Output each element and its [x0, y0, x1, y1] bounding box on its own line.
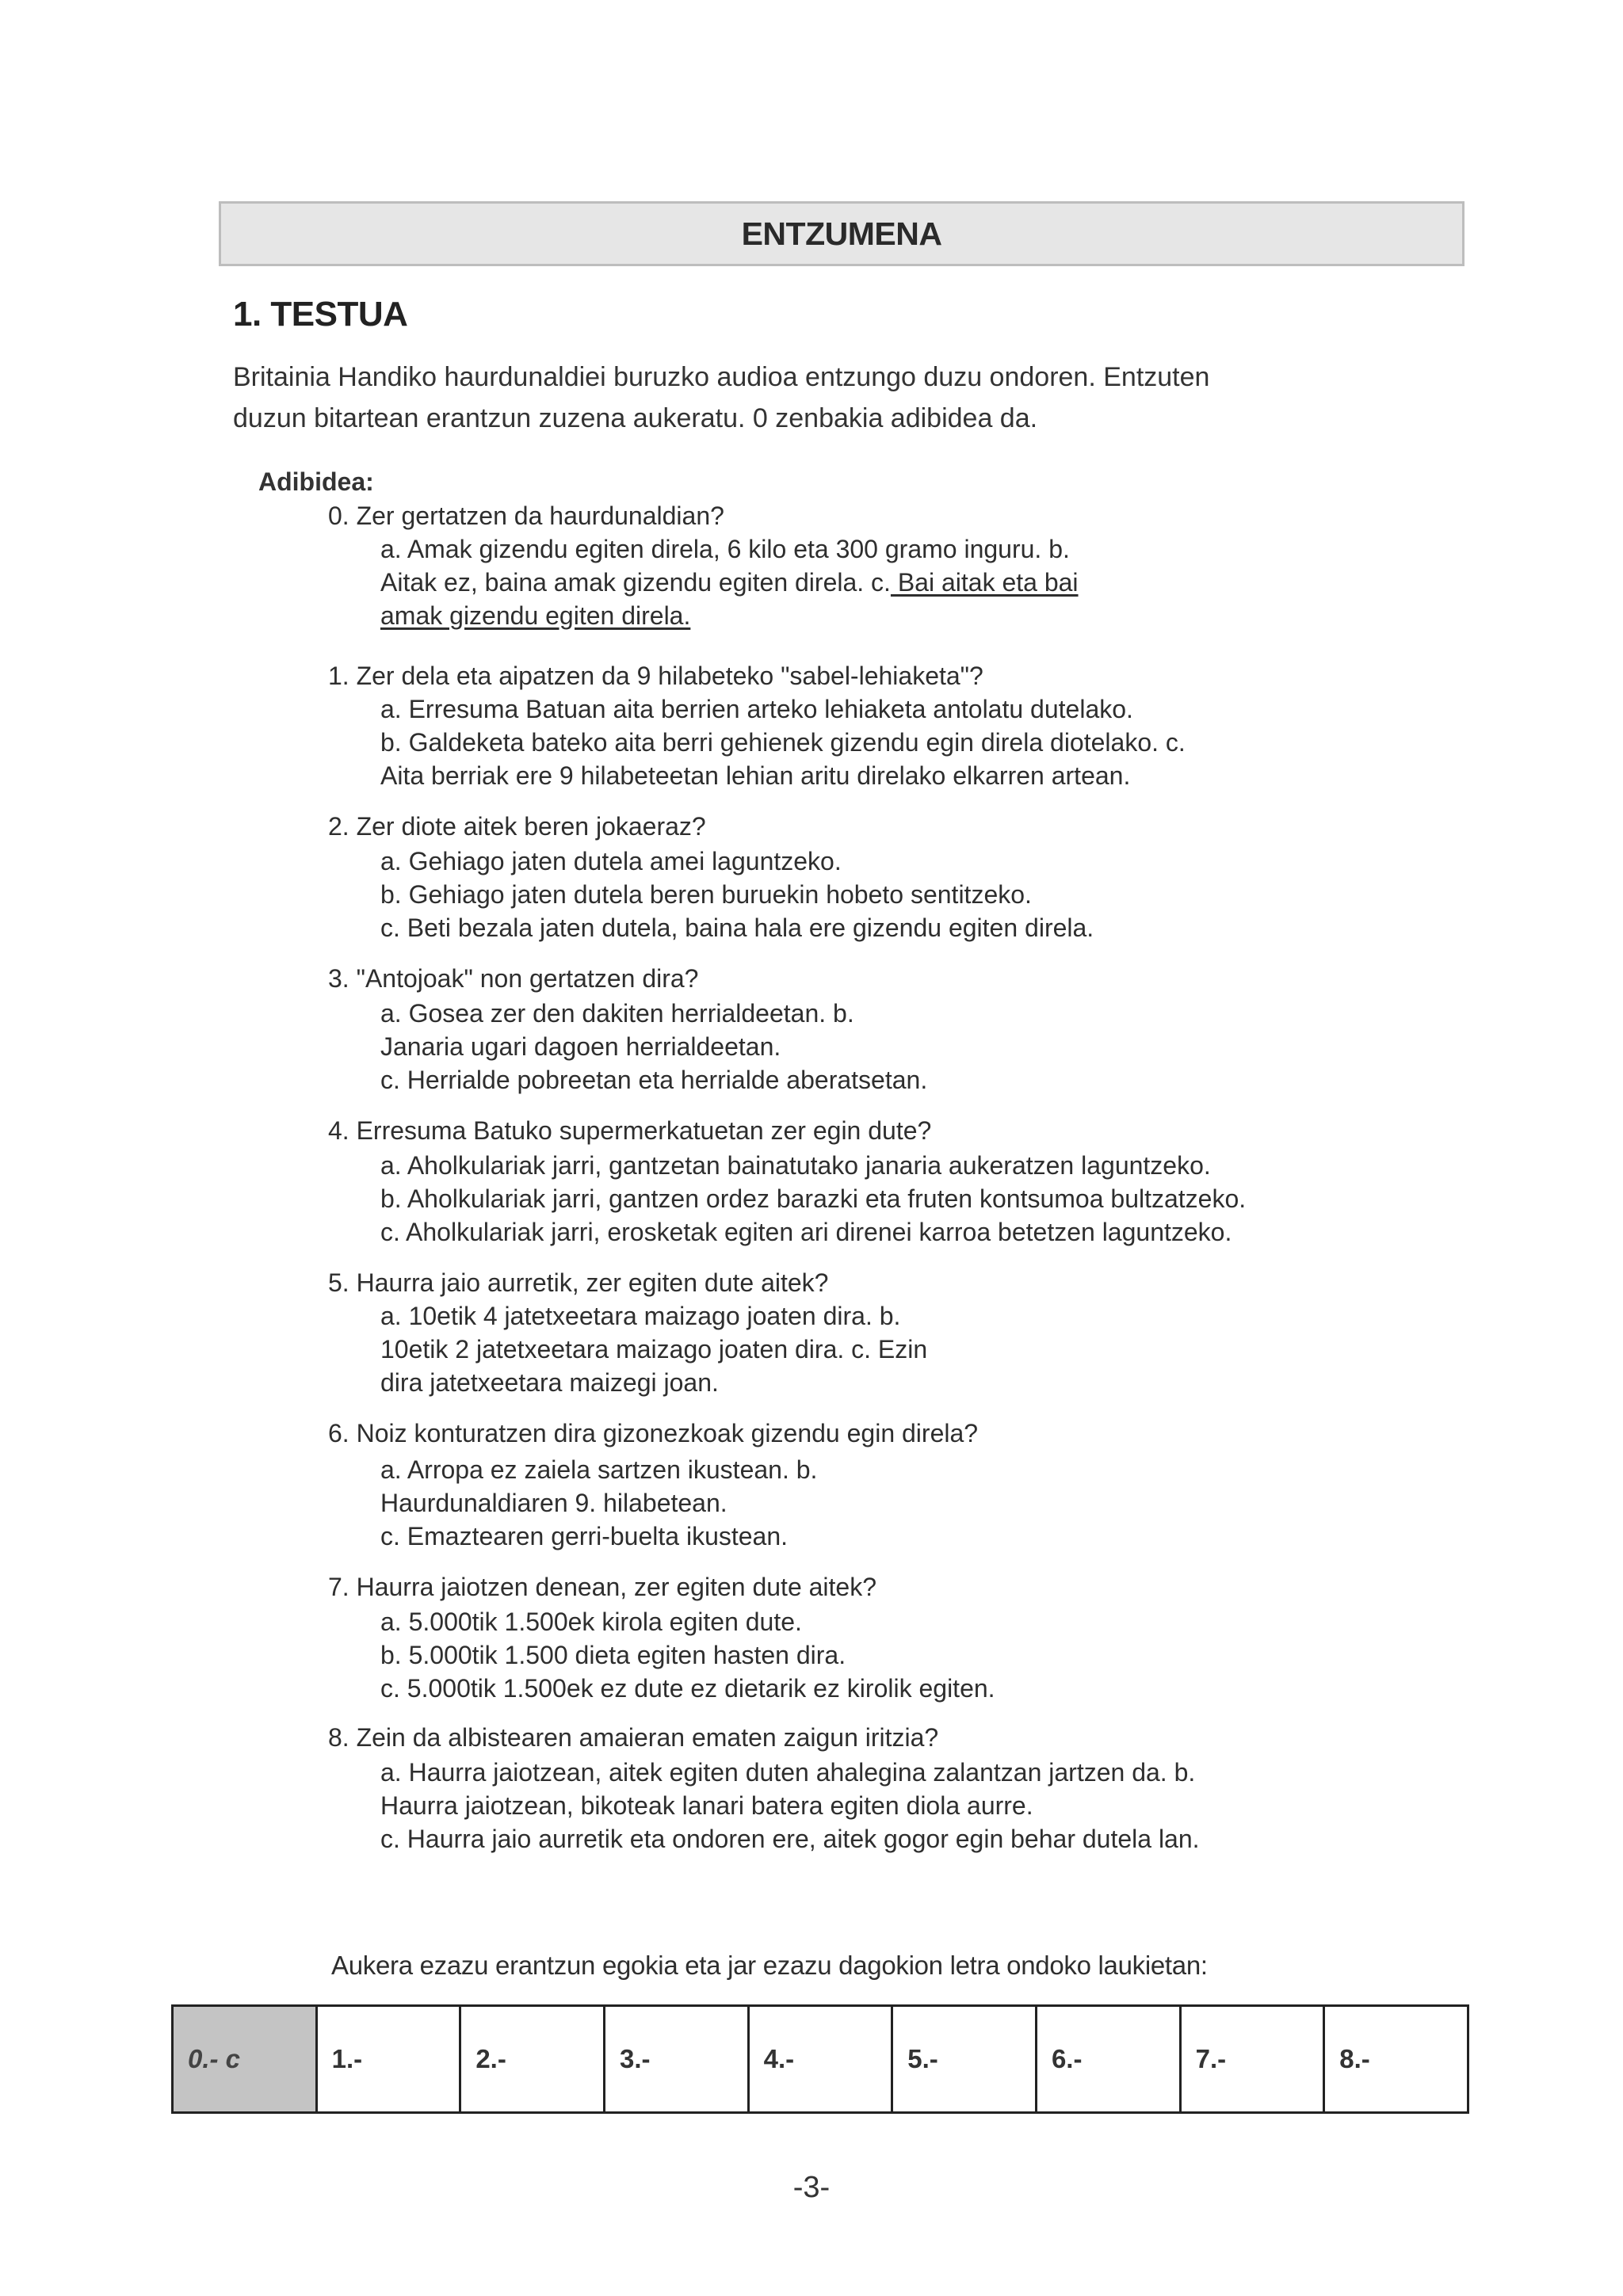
question-5-option-b: 10etik 2 jatetxeetara maizago joaten dira. c. Ezin: [380, 1335, 928, 1363]
question-4-option-b: b. Aholkulariak jarri, gantzen ordez barazki eta fruten kontsumoa bultzatzeko.: [380, 1184, 1247, 1213]
question-1-option-c: Aita berriak ere 9 hilabeteetan lehian aritu direlako elkarren artean.: [380, 761, 1131, 790]
answer-cell-1[interactable]: 1.-: [316, 2006, 460, 2113]
example-option-line-1: a. Amak gizendu egiten direla, 6 kilo eta 300 gramo inguru. b.: [380, 535, 1070, 563]
answer-grid: [171, 2004, 1469, 2114]
answer-row: [173, 2006, 1468, 2113]
question-5-option-a: a. 10etik 4 jatetxeetara maizago joaten dira. b.: [380, 1302, 901, 1330]
question-8-option-b: Haurra jaiotzean, bikoteak lanari batera egiten diola aurre.: [380, 1791, 1033, 1820]
question-3: 3. "Antojoak" non gertatzen dira?: [328, 964, 699, 993]
question-5-option-c: dira jatetxeetara maizegi joan.: [380, 1368, 719, 1397]
example-options: [380, 532, 1141, 632]
example-option-line-2: Aitak ez, baina amak gizendu egiten direla. c.: [380, 568, 891, 597]
example-question: 0. Zer gertatzen da haurdunaldian?: [328, 502, 724, 530]
page-number: -3-: [792, 2171, 831, 2204]
question-2-options: [380, 845, 1094, 944]
question-4: 4. Erresuma Batuko supermerkatuetan zer egin dute?: [328, 1116, 932, 1145]
example-correct-answer-part-1: Bai aitak eta bai: [890, 568, 1079, 597]
intro-paragraph: [233, 357, 1469, 439]
question-2-option-c: c. Beti bezala jaten dutela, baina hala ere gizendu egiten direla.: [380, 913, 1094, 942]
question-7-option-c: c. 5.000tik 1.500ek ez dute ez dietarik ez kirolik egiten.: [380, 1674, 995, 1703]
question-6-option-c: c. Emaztearen gerri-buelta ikustean.: [380, 1522, 789, 1550]
answer-cell-7[interactable]: 7.-: [1180, 2006, 1324, 2113]
section-banner: [219, 201, 1465, 266]
intro-line-2: duzun bitartean erantzun zuzena aukeratu. 0 zenbakia adibidea da.: [233, 403, 1038, 433]
question-2: 2. Zer diote aitek beren jokaeraz?: [328, 812, 706, 841]
question-6-option-a: a. Arropa ez zaiela sartzen ikustean. b.: [380, 1455, 818, 1484]
question-7-options: [380, 1605, 995, 1705]
question-6: 6. Noiz konturatzen dira gizonezkoak gizendu egin direla?: [328, 1419, 979, 1447]
question-3-option-a: a. Gosea zer den dakiten herrialdeetan. b.: [380, 999, 854, 1028]
question-8-options: [380, 1756, 1200, 1855]
answer-cell-2[interactable]: 2.-: [460, 2006, 605, 2113]
example-correct-answer-part-2: amak gizendu egiten direla.: [380, 601, 691, 630]
example-label: Adibidea:: [258, 467, 374, 496]
answer-cell-5[interactable]: 5.-: [892, 2006, 1037, 2113]
question-8: 8. Zein da albistearen amaieran ematen zaigun iritzia?: [328, 1723, 939, 1752]
question-2-option-b: b. Gehiago jaten dutela beren buruekin hobeto sentitzeko.: [380, 880, 1032, 909]
question-3-option-c: c. Herrialde pobreetan eta herrialde aberatsetan.: [380, 1066, 928, 1094]
question-8-option-c: c. Haurra jaio aurretik eta ondoren ere, aitek gogor egin behar dutela lan.: [380, 1825, 1200, 1853]
question-8-option-a: a. Haurra jaiotzean, aitek egiten duten ahalegina zalantzan jartzen da. b.: [380, 1758, 1196, 1787]
question-4-option-c: c. Aholkulariak jarri, erosketak egiten ari direnei karroa betetzen laguntzeko.: [380, 1218, 1232, 1246]
question-5: 5. Haurra jaio aurretik, zer egiten dute aitek?: [328, 1268, 829, 1297]
question-1-option-b: b. Galdeketa bateko aita berri gehienek gizendu egin direla diotelako. c.: [380, 728, 1186, 757]
question-1-options: [380, 692, 1186, 792]
question-1: 1. Zer dela eta aipatzen da 9 hilabeteko "sabel-lehiaketa"?: [328, 662, 983, 690]
question-2-option-a: a. Gehiago jaten dutela amei laguntzeko.: [380, 847, 842, 875]
answer-cell-3[interactable]: 3.-: [604, 2006, 748, 2113]
answer-cell-0: 0.- c: [173, 2006, 317, 2113]
question-3-options: [380, 997, 927, 1097]
banner-title: ENTZUMENA: [741, 215, 942, 252]
question-7: 7. Haurra jaiotzen denean, zer egiten dute aitek?: [328, 1573, 877, 1601]
question-1-option-a: a. Erresuma Batuan aita berrien arteko lehiaketa antolatu dutelako.: [380, 695, 1133, 723]
answer-cell-6[interactable]: 6.-: [1036, 2006, 1180, 2113]
answer-cell-4[interactable]: 4.-: [748, 2006, 892, 2113]
question-3-option-b: Janaria ugari dagoen herrialdeetan.: [380, 1032, 781, 1061]
question-7-option-a: a. 5.000tik 1.500ek kirola egiten dute.: [380, 1608, 802, 1636]
question-7-option-b: b. 5.000tik 1.500 dieta egiten hasten dira.: [380, 1641, 846, 1669]
answer-instruction: Aukera ezazu erantzun egokia eta jar ezazu dagokion letra ondoko laukietan:: [331, 1951, 1208, 1980]
question-5-options: [380, 1299, 927, 1399]
question-4-options: [380, 1149, 1246, 1249]
intro-line-1: Britainia Handiko haurdunaldiei buruzko audioa entzungo duzu ondoren. Entzuten: [233, 362, 1210, 392]
section-title: 1. TESTUA: [233, 295, 408, 334]
answer-cell-8[interactable]: 8.-: [1324, 2006, 1468, 2113]
question-6-options: [380, 1453, 817, 1553]
question-4-option-a: a. Aholkulariak jarri, gantzetan bainatutako janaria aukeratzen laguntzeko.: [380, 1151, 1211, 1180]
question-6-option-b: Haurdunaldiaren 9. hilabetean.: [380, 1489, 727, 1517]
